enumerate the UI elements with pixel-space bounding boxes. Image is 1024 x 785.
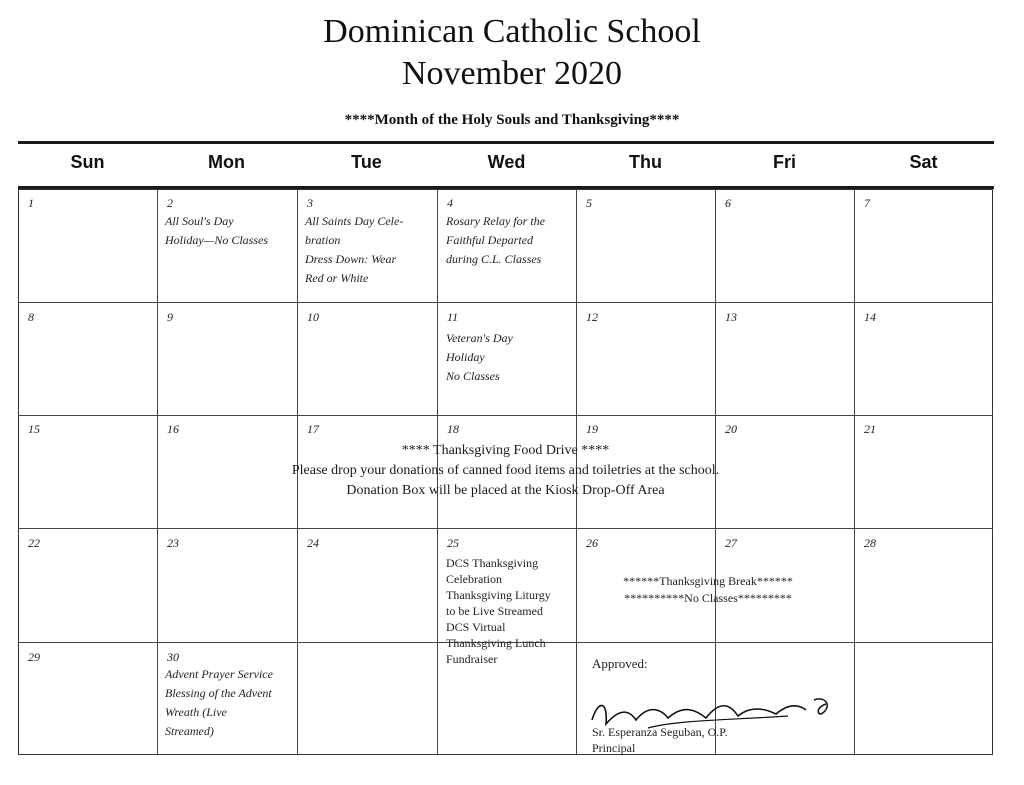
event-note: bration <box>305 233 341 247</box>
weekday-wed: Wed <box>487 152 526 172</box>
event-note: Veteran's Day <box>446 331 513 345</box>
grid-divider <box>18 302 993 303</box>
weekday-fri: Fri <box>772 152 796 172</box>
day-number: 25 <box>447 536 459 550</box>
day-number: 8 <box>28 310 34 324</box>
day-number: 5 <box>586 196 592 210</box>
day-number: 22 <box>28 536 40 550</box>
day-number: 28 <box>864 536 876 550</box>
month-theme: ****Month of the Holy Souls and Thanksgiving**** <box>344 112 680 128</box>
event-note: DCS Thanksgiving <box>446 556 539 570</box>
day-number: 10 <box>307 310 319 324</box>
approved-label: Approved: <box>592 656 648 671</box>
day-number: 6 <box>725 196 731 210</box>
day-number: 3 <box>307 196 313 210</box>
month-year-title: November 2020 <box>401 55 622 92</box>
day-number: 19 <box>586 422 598 436</box>
day-number: 18 <box>447 422 459 436</box>
day-number: 27 <box>725 536 737 550</box>
event-note: Celebration <box>446 572 502 586</box>
event-note: Thanksgiving Liturgy <box>446 588 551 602</box>
event-note: Holiday <box>446 350 485 364</box>
day-number: 13 <box>725 310 737 324</box>
weekday-sun: Sun <box>70 152 105 172</box>
event-note: DCS Virtual <box>446 620 506 634</box>
weekday-thu: Thu <box>629 152 662 172</box>
event-note: Rosary Relay for the <box>446 214 545 228</box>
weekday-mon: Mon <box>208 152 245 172</box>
weekday-sat: Sat <box>909 152 938 172</box>
event-note: Advent Prayer Service <box>165 667 273 681</box>
day-number: 29 <box>28 650 40 664</box>
event-note: to be Live Streamed <box>446 604 543 618</box>
event-note: Wreath (Live <box>165 705 227 719</box>
event-note: Dress Down: Wear <box>305 252 397 266</box>
day-number: 4 <box>447 196 453 210</box>
event-note: Streamed) <box>165 724 214 738</box>
day-number: 1 <box>28 196 34 210</box>
day-number: 16 <box>167 422 179 436</box>
food-drive-line: Please drop your donations of canned food items and toiletries at the school. <box>291 463 720 478</box>
event-note: No Classes <box>446 369 500 383</box>
school-name: Dominican Catholic School <box>323 13 701 50</box>
day-number: 2 <box>167 196 173 210</box>
event-note: All Saints Day Cele- <box>305 214 404 228</box>
event-note: Holiday—No Classes <box>165 233 269 247</box>
event-note: Red or White <box>305 271 369 285</box>
day-number: 30 <box>167 650 179 664</box>
day-number: 26 <box>586 536 598 550</box>
no-classes-label: **********No Classes********* <box>624 591 792 605</box>
event-note: Fundraiser <box>446 652 498 666</box>
day-number: 24 <box>307 536 319 550</box>
day-number: 15 <box>28 422 40 436</box>
principal-name: Sr. Esperanza Seguban, O.P. <box>592 725 728 739</box>
day-number: 14 <box>864 310 876 324</box>
food-drive-title: **** Thanksgiving Food Drive **** <box>401 443 610 458</box>
thanksgiving-break-label: ******Thanksgiving Break****** <box>623 574 793 588</box>
day-number: 12 <box>586 310 598 324</box>
grid-divider <box>18 415 993 416</box>
top-rule <box>18 141 994 144</box>
event-note: Thanksgiving Lunch <box>446 636 546 650</box>
event-note: All Soul's Day <box>165 214 234 228</box>
weekday-tue: Tue <box>351 152 382 172</box>
day-number: 7 <box>864 196 870 210</box>
grid-divider <box>18 528 993 529</box>
day-number: 11 <box>447 310 459 324</box>
event-note: Blessing of the Advent <box>165 686 272 700</box>
day-number: 21 <box>864 422 876 436</box>
day-number: 9 <box>167 310 173 324</box>
day-number: 23 <box>167 536 179 550</box>
event-note: during C.L. Classes <box>446 252 542 266</box>
day-number: 17 <box>307 422 319 436</box>
principal-title: Principal <box>592 741 636 755</box>
day-number: 20 <box>725 422 737 436</box>
event-note: Faithful Departed <box>446 233 533 247</box>
food-drive-line: Donation Box will be placed at the Kiosk Drop-Off Area <box>346 483 665 498</box>
